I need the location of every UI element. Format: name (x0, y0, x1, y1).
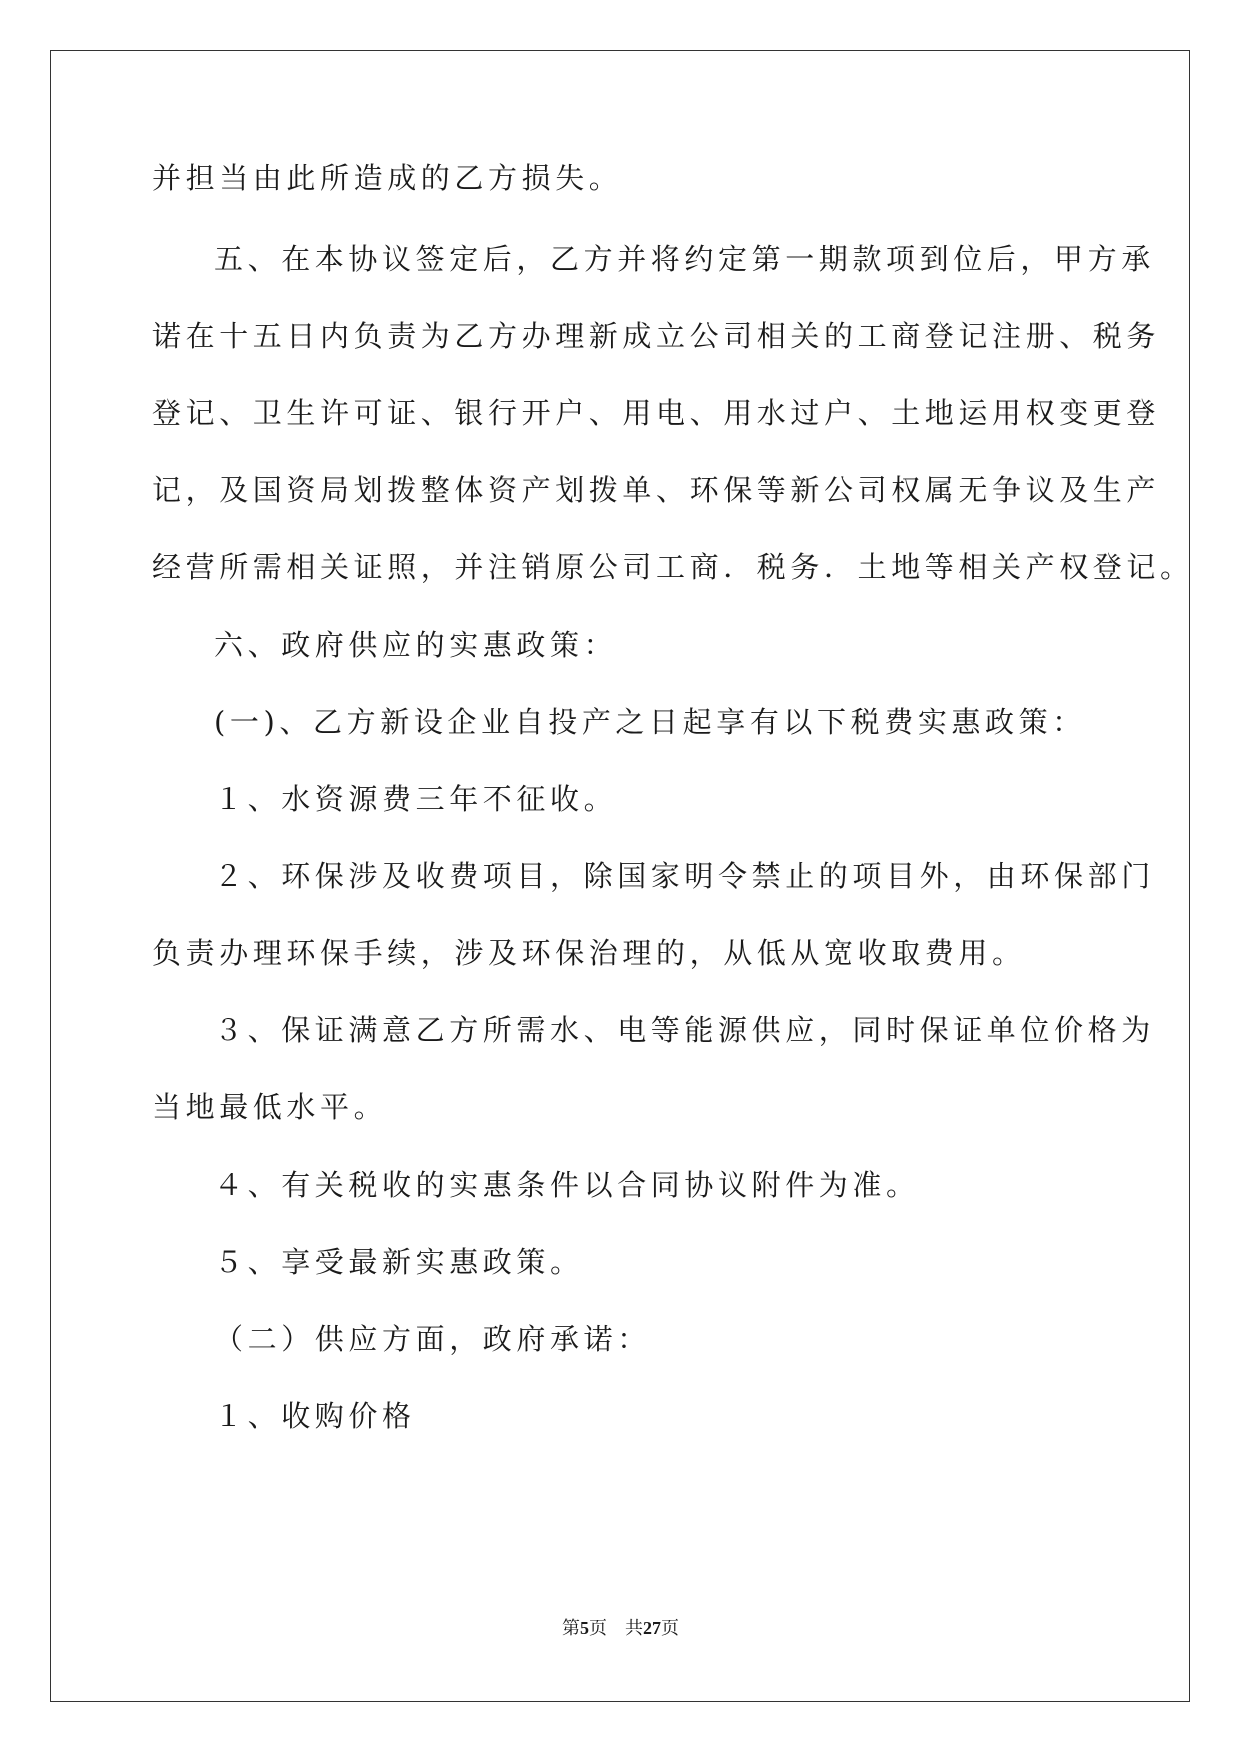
text-line: １、收购价格 (214, 1399, 416, 1433)
total-pages: 27 (643, 1618, 661, 1638)
text-line: 负责办理环保手续，涉及环保治理的，从低从宽收取费用。 (152, 936, 1026, 970)
total-prefix: 共 (625, 1618, 643, 1639)
text-line: 六、政府供应的实惠政策： (214, 628, 618, 662)
text-line: 当地最低水平。 (152, 1090, 388, 1124)
text-line: (一)、乙方新设企业自投产之日起享有以下税费实惠政策： (214, 705, 1086, 739)
text-line: ５、享受最新实惠政策。 (214, 1245, 584, 1279)
text-line: 经营所需相关证照，并注销原公司工商．税务．土地等相关产权登记。 (152, 550, 1194, 584)
text-line: 五、在本协议签定后，乙方并将约定第一期款项到位后，甲方承 (214, 242, 1155, 276)
page-footer (0, 1616, 1241, 1641)
text-line: 并担当由此所造成的乙方损失。 (152, 161, 623, 195)
total-suffix: 页 (661, 1618, 679, 1639)
text-line: 记，及国资局划拨整体资产划拨单、环保等新公司权属无争议及生产 (152, 473, 1161, 507)
page-prefix: 第 (562, 1618, 580, 1639)
text-line: ２、环保涉及收费项目，除国家明令禁止的项目外，由环保部门 (214, 859, 1155, 893)
text-line: （二）供应方面，政府承诺： (214, 1322, 651, 1356)
text-line: 诺在十五日内负责为乙方办理新成立公司相关的工商登记注册、税务 (152, 319, 1161, 353)
page-number: 5 (580, 1618, 589, 1638)
text-line: ４、有关税收的实惠条件以合同协议附件为准。 (214, 1168, 920, 1202)
page-suffix: 页 (589, 1618, 607, 1639)
text-line: １、水资源费三年不征收。 (214, 782, 618, 816)
text-line: 登记、卫生许可证、银行开户、用电、用水过户、土地运用权变更登 (152, 396, 1161, 430)
text-line: ３、保证满意乙方所需水、电等能源供应，同时保证单位价格为 (214, 1013, 1155, 1047)
